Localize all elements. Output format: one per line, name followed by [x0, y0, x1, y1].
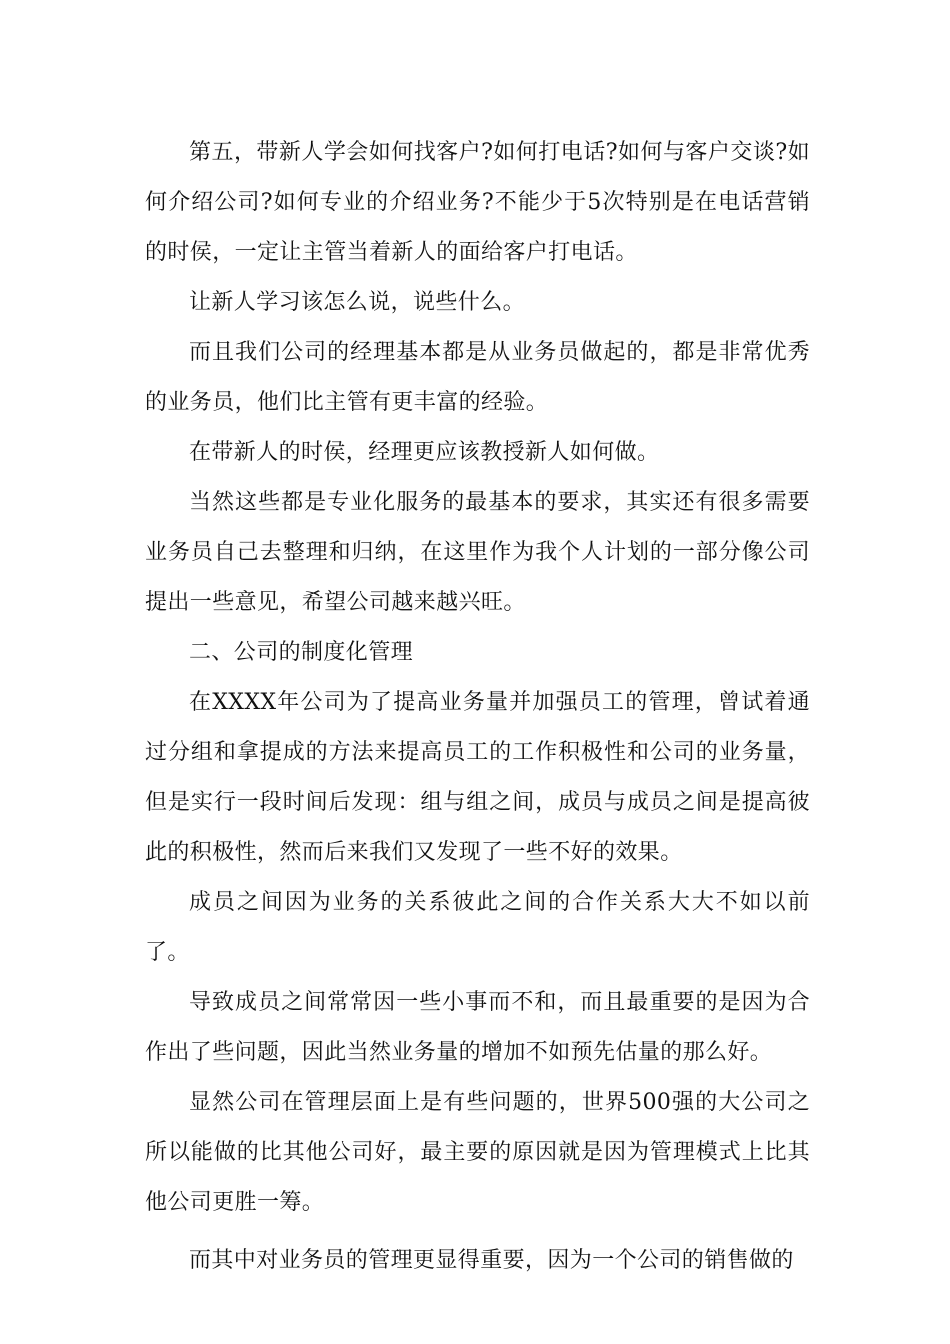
paragraph-10: 而其中对业务员的管理更显得重要，因为一个公司的销售做的 [189, 1248, 794, 1273]
paragraph-6: 在XXXX年公司为了提高业务量并加强员工的管理，曾试着通过分组和拿提成的方法来提高员工的工作积极性和公司的业务量，但是实行一段时间后发现：组与组之间，成员与成员之间是提高彼此的积极性，然而后来我们又发现了一些不好的效果。 [145, 690, 810, 865]
section-heading: 二、公司的制度化管理 [189, 640, 414, 665]
paragraph-7: 成员之间因为业务的关系彼此之间的合作关系大大不如以前了。 [145, 890, 810, 965]
paragraph-2: 让新人学习该怎么说，说些什么。 [189, 290, 526, 315]
paragraph-4: 在带新人的时侯，经理更应该教授新人如何做。 [189, 440, 660, 465]
document-body [145, 128, 810, 1286]
paragraph-1: 第五，带新人学会如何找客户?如何打电话?如何与客户交谈?如何介绍公司?如何专业的介绍业务?不能少于5次特别是在电话营销的时侯，一定让主管当着新人的面给客户打电话。 [145, 140, 810, 265]
paragraph-3: 而且我们公司的经理基本都是从业务员做起的，都是非常优秀的业务员，他们比主管有更丰富的经验。 [145, 340, 810, 415]
paragraph-8: 导致成员之间常常因一些小事而不和，而且最重要的是因为合作出了些问题，因此当然业务量的增加不如预先估量的那么好。 [145, 990, 810, 1065]
paragraph-5: 当然这些都是专业化服务的最基本的要求，其实还有很多需要业务员自己去整理和归纳，在这里作为我个人计划的一部分像公司提出一些意见，希望公司越来越兴旺。 [145, 490, 810, 615]
paragraph-9: 显然公司在管理层面上是有些问题的，世界500强的大公司之所以能做的比其他公司好，最主要的原因就是因为管理模式上比其他公司更胜一筹。 [145, 1090, 810, 1215]
